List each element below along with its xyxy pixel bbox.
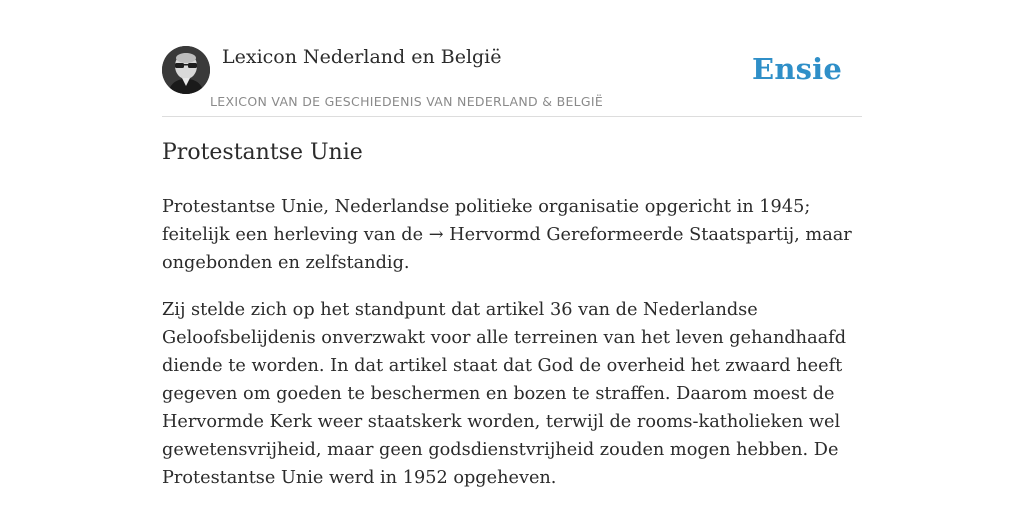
article-paragraph-1 xyxy=(162,193,862,277)
header xyxy=(162,0,862,117)
article-paragraph-2: Zij stelde zich op het standpunt dat artikel 36 van de Nederlandse Geloofsbelijdenis onverzwakt voor alle terreinen van het leven gehandhaafd diende te worden. In dat artikel staat dat God de overheid het zwaard heeft gegeven om goeden te beschermen en bozen te straffen. Daarom moest de Hervormde Kerk weer staatskerk worden, terwijl de rooms-katholieken wel gewetensvrijheid, maar geen godsdienstvrijheid zouden mogen hebben. De Protestantse Unie werd in 1952 opgeheven. xyxy=(162,300,847,488)
cross-reference-link[interactable]: Hervormd Gereformeerde Staatspartij xyxy=(449,225,795,245)
brand-logo-link[interactable]: Ensie xyxy=(752,52,842,86)
paragraph-1-text-after: , maar ongebonden en zelfstandig. xyxy=(162,225,852,273)
avatar xyxy=(162,46,210,94)
site-title[interactable]: Lexicon Nederland en België xyxy=(222,46,502,68)
article-title: Protestantse Unie xyxy=(162,140,363,165)
page-container xyxy=(162,0,862,488)
author-portrait-icon xyxy=(162,46,210,94)
site-subtitle: LEXICON VAN DE GESCHIEDENIS VAN NEDERLAND & BELGIË xyxy=(210,94,604,109)
cross-reference-arrow-icon: → xyxy=(428,225,444,245)
paragraph-1-text-before: Protestantse Unie, Nederlandse politieke organisatie opgericht in 1945; feitelijk een herleving van de xyxy=(162,197,811,245)
